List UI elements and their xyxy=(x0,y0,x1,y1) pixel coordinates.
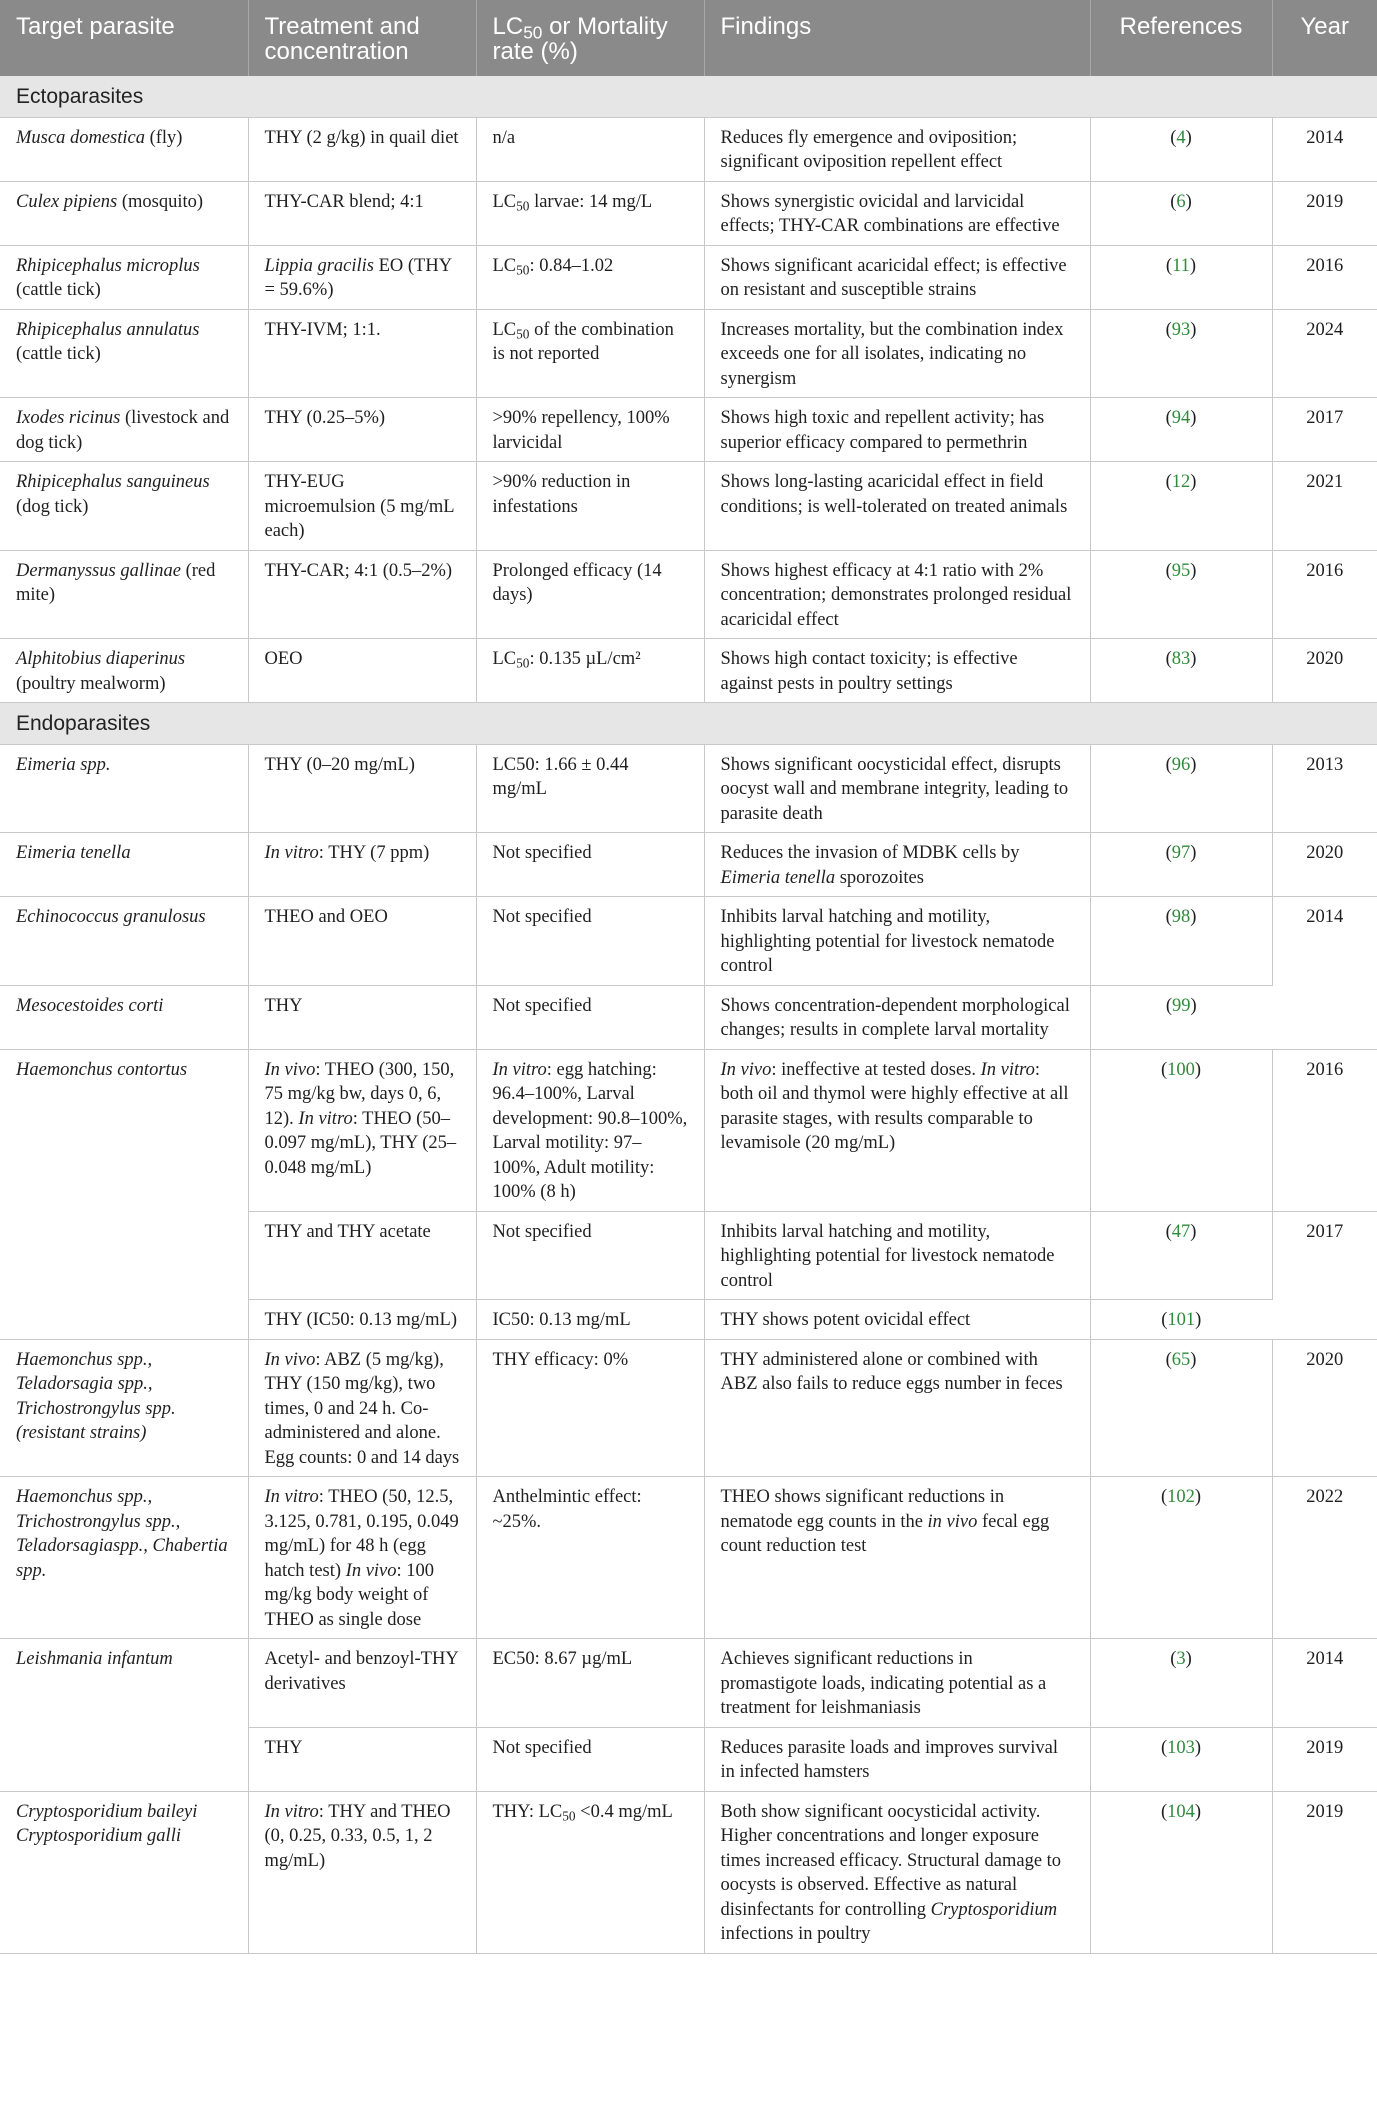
parasite-cell: Leishmania infantum xyxy=(0,1639,248,1792)
year-cell: 2019 xyxy=(1272,1727,1377,1791)
findings-cell: THY shows potent ovicidal effect xyxy=(704,1300,1090,1340)
reference-cell: (65) xyxy=(1090,1339,1272,1477)
year-cell: 2022 xyxy=(1272,1477,1377,1639)
parasite-cell: Mesocestoides corti xyxy=(0,985,248,1049)
lc50-cell: >90% repellency, 100% larvicidal xyxy=(476,398,704,462)
year-cell: 2016 xyxy=(1272,245,1377,309)
treatment-cell: In vitro: THEO (50, 12.5, 3.125, 0.781, 0.195, 0.049 mg/mL) for 48 h (egg hatch test) In vivo: 100 mg/kg body weight of THEO as single dose xyxy=(248,1477,476,1639)
treatment-cell: THY (2 g/kg) in quail diet xyxy=(248,117,476,181)
findings-cell: Reduces fly emergence and oviposition; significant oviposition repellent effect xyxy=(704,117,1090,181)
table-row xyxy=(0,1477,1377,1639)
reference-link[interactable]: 93 xyxy=(1171,319,1191,340)
reference-cell: (95) xyxy=(1090,550,1272,639)
reference-cell: (98) xyxy=(1090,897,1272,986)
year-cell: 2013 xyxy=(1272,744,1377,833)
parasite-cell: Culex pipiens (mosquito) xyxy=(0,181,248,245)
table-row xyxy=(0,245,1377,309)
parasite-cell: Haemonchus spp., Trichostrongylus spp., Teladorsagiaspp., Chabertia spp. xyxy=(0,1477,248,1639)
year-cell: 2016 xyxy=(1272,550,1377,639)
table-row xyxy=(0,398,1377,462)
findings-cell: Achieves significant reductions in promastigote loads, indicating potential as a treatment for leishmaniasis xyxy=(704,1639,1090,1728)
reference-link[interactable]: 97 xyxy=(1171,843,1191,863)
findings-cell: Shows long-lasting acaricidal effect in field conditions; is well-tolerated on treated animals xyxy=(704,462,1090,551)
reference-link[interactable]: 94 xyxy=(1171,408,1191,428)
lc50-cell: THY: $LC_{50} <0.4$ mg/mL xyxy=(476,1791,704,1953)
year-cell: 2020 xyxy=(1272,1339,1377,1477)
reference-cell: (104) xyxy=(1090,1791,1272,1953)
treatment-cell: In vitro: THY (7 ppm) xyxy=(248,833,476,897)
findings-cell: Shows highest efficacy at 4:1 ratio with 2% concentration; demonstrates prolonged residual acaricidal effect xyxy=(704,550,1090,639)
parasite-cell: Dermanyssus gallinae (red mite) xyxy=(0,550,248,639)
header-references: References xyxy=(1090,0,1272,76)
year-cell: 2017 xyxy=(1272,398,1377,462)
reference-link[interactable]: 65 xyxy=(1171,1349,1191,1370)
reference-cell: (102) xyxy=(1090,1477,1272,1639)
reference-cell: (99) xyxy=(1090,985,1272,1049)
reference-link[interactable]: 99 xyxy=(1172,995,1191,1016)
reference-link[interactable]: 47 xyxy=(1171,1221,1191,1242)
lc50-cell: IC50: 0.13 mg/mL xyxy=(476,1300,704,1340)
parasite-cell: Rhipicephalus sanguineus (dog tick) xyxy=(0,462,248,551)
lc50-cell: Not specified xyxy=(476,897,704,986)
year-cell: 2020 xyxy=(1272,833,1377,897)
header-year: Year xyxy=(1272,0,1377,76)
findings-cell: Increases mortality, but the combination index exceeds one for all isolates, indicating no synergism xyxy=(704,309,1090,398)
year-cell: 2021 xyxy=(1272,462,1377,551)
lc50-cell: Not specified xyxy=(476,985,704,1049)
table-row xyxy=(0,181,1377,245)
parasite-cell: Rhipicephalus annulatus (cattle tick) xyxy=(0,309,248,398)
reference-cell: (94) xyxy=(1090,398,1272,462)
lc50-cell: Prolonged efficacy (14 days) xyxy=(476,550,704,639)
reference-link[interactable]: 98 xyxy=(1171,907,1191,927)
reference-link[interactable]: 83 xyxy=(1171,649,1191,669)
year-cell: 2020 xyxy=(1272,639,1377,703)
lc50-cell: Not specified xyxy=(476,833,704,897)
findings-cell: Shows high toxic and repellent activity; has superior efficacy compared to permethrin xyxy=(704,398,1090,462)
year-cell: 2014 xyxy=(1272,1639,1377,1728)
parasite-cell: Haemonchus spp., Teladorsagia spp., Trichostrongylus spp. (resistant strains) xyxy=(0,1339,248,1477)
reference-cell: (4) xyxy=(1090,117,1272,181)
treatment-cell: THY xyxy=(248,1727,476,1791)
table-row xyxy=(0,833,1377,897)
findings-cell: Shows significant oocysticidal effect, disrupts oocyst wall and membrane integrity, leading to parasite death xyxy=(704,744,1090,833)
header-treatment: Treatment and concentration xyxy=(248,0,476,76)
reference-link[interactable]: 101 xyxy=(1167,1310,1196,1330)
lc50-cell: LC50: 1.66 ± 0.44 mg/mL xyxy=(476,744,704,833)
table-row xyxy=(0,550,1377,639)
year-cell: 2014 xyxy=(1272,117,1377,181)
section-row xyxy=(0,76,1377,117)
lc50-cell: $LC_{50}$ of the combination is not reported xyxy=(476,309,704,398)
treatment-cell: THY (0–20 mg/mL) xyxy=(248,744,476,833)
reference-link[interactable]: 96 xyxy=(1171,754,1191,775)
section-row xyxy=(0,703,1377,745)
parasite-cell: Haemonchus contortus xyxy=(0,1049,248,1339)
findings-cell: Shows concentration-dependent morphological changes; results in complete larval mortality xyxy=(704,985,1090,1049)
table-row xyxy=(0,897,1377,986)
treatment-cell: THEO and OEO xyxy=(248,897,476,986)
reference-cell: (103) xyxy=(1090,1727,1272,1791)
reference-cell: (3) xyxy=(1090,1639,1272,1728)
table-row xyxy=(0,985,1377,1049)
treatment-cell: THY-CAR; 4:1 (0.5–2%) xyxy=(248,550,476,639)
reference-cell: (12) xyxy=(1090,462,1272,551)
lc50-cell: Anthelmintic effect: ~25%. xyxy=(476,1477,704,1639)
reference-link[interactable]: 104 xyxy=(1167,1801,1195,1822)
reference-link[interactable]: 100 xyxy=(1167,1059,1195,1080)
parasite-cell: Eimeria tenella xyxy=(0,833,248,897)
treatment-cell: THY xyxy=(248,985,476,1049)
findings-cell: Inhibits larval hatching and motility, highlighting potential for livestock nematode control xyxy=(704,1211,1090,1300)
reference-link[interactable]: 11 xyxy=(1172,255,1190,276)
reference-link[interactable]: 3 xyxy=(1176,1649,1186,1669)
treatment-cell: In vivo: ABZ (5 mg/kg), THY (150 mg/kg), two times, 0 and 24 h. Co-administered and alone. Egg counts: 0 and 14 days xyxy=(248,1339,476,1477)
reference-link[interactable]: 4 xyxy=(1176,127,1186,148)
lc50-cell: $LC_{50}$ larvae: 14 mg/L xyxy=(476,181,704,245)
lc50-cell: Not specified xyxy=(476,1211,704,1300)
reference-cell: (11) xyxy=(1090,245,1272,309)
table-row xyxy=(0,1049,1377,1211)
treatment-cell: THY (IC50: 0.13 mg/mL) xyxy=(248,1300,476,1340)
findings-cell: Shows synergistic ovicidal and larvicidal effects; THY-CAR combinations are effective xyxy=(704,181,1090,245)
parasite-cell: Ixodes ricinus (livestock and dog tick) xyxy=(0,398,248,462)
treatment-cell: THY-CAR blend; 4:1 xyxy=(248,181,476,245)
table-row xyxy=(0,639,1377,703)
reference-cell: (96) xyxy=(1090,744,1272,833)
parasite-cell: Musca domestica (fly) xyxy=(0,117,248,181)
reference-link[interactable]: 102 xyxy=(1167,1487,1195,1507)
year-cell: 2019 xyxy=(1272,181,1377,245)
year-cell: 2014 xyxy=(1272,897,1377,1050)
reference-cell: (83) xyxy=(1090,639,1272,703)
year-cell: 2024 xyxy=(1272,309,1377,398)
header-findings: Findings xyxy=(704,0,1090,76)
findings-cell: Both show significant oocysticidal activity. Higher concentrations and longer exposure times increased efficacy. Structural damage to oocysts is observed. Effective as natural disinfectants for controlling Cryptosporidium infections in poultry xyxy=(704,1791,1090,1953)
treatment-cell: THY (0.25–5%) xyxy=(248,398,476,462)
treatment-cell: Lippia gracilis EO (THY = 59.6%) xyxy=(248,245,476,309)
reference-cell: (6) xyxy=(1090,181,1272,245)
table-row xyxy=(0,1339,1377,1477)
reference-cell: (97) xyxy=(1090,833,1272,897)
parasite-cell: Alphitobius diaperinus (poultry mealworm) xyxy=(0,639,248,703)
reference-link[interactable]: 103 xyxy=(1167,1737,1195,1758)
findings-cell: THY administered alone or combined with ABZ also fails to reduce eggs number in feces xyxy=(704,1339,1090,1477)
table-row xyxy=(0,309,1377,398)
lc50-cell: $LC_{50}$: 0.135 µL/cm² xyxy=(476,639,704,703)
reference-link[interactable]: 6 xyxy=(1176,191,1186,212)
parasite-cell: Rhipicephalus microplus (cattle tick) xyxy=(0,245,248,309)
header-target-parasite: Target parasite xyxy=(0,0,248,76)
year-cell: 2019 xyxy=(1272,1791,1377,1953)
lc50-cell: $LC_{50}$: 0.84–1.02 xyxy=(476,245,704,309)
reference-cell: (93) xyxy=(1090,309,1272,398)
reference-link[interactable]: 95 xyxy=(1171,560,1191,581)
findings-cell: Reduces parasite loads and improves survival in infected hamsters xyxy=(704,1727,1090,1791)
lc50-cell: EC50: 8.67 µg/mL xyxy=(476,1639,704,1728)
table-row xyxy=(0,1791,1377,1953)
treatment-cell: In vivo: THEO (300, 150, 75 mg/kg bw, days 0, 6, 12). In vitro: THEO (50–0.097 mg/mL), THY (25–0.048 mg/mL) xyxy=(248,1049,476,1211)
findings-cell: Reduces the invasion of MDBK cells by Eimeria tenella sporozoites xyxy=(704,833,1090,897)
header-row xyxy=(0,0,1377,76)
section-ectoparasites: Ectoparasites xyxy=(0,76,1377,117)
lc50-cell: n/a xyxy=(476,117,704,181)
table-row xyxy=(0,117,1377,181)
section-endoparasites: Endoparasites xyxy=(0,703,1377,745)
table-row xyxy=(0,1639,1377,1728)
treatment-cell: THY and THY acetate xyxy=(248,1211,476,1300)
treatment-cell: In vitro: THY and THEO (0, 0.25, 0.33, 0.5, 1, 2 mg/mL) xyxy=(248,1791,476,1953)
treatment-cell: OEO xyxy=(248,639,476,703)
findings-cell: Shows high contact toxicity; is effective against pests in poultry settings xyxy=(704,639,1090,703)
findings-cell: In vivo: ineffective at tested doses. In vitro: both oil and thymol were highly effective at all parasite stages, with results comparable to levamisole (20 mg/mL) xyxy=(704,1049,1090,1211)
parasite-cell: Eimeria spp. xyxy=(0,744,248,833)
reference-cell: (100) xyxy=(1090,1049,1272,1211)
findings-cell: THEO shows significant reductions in nematode egg counts in the in vivo fecal egg count reduction test xyxy=(704,1477,1090,1639)
table-row xyxy=(0,744,1377,833)
reference-cell: (47) xyxy=(1090,1211,1272,1300)
lc50-cell: Not specified xyxy=(476,1727,704,1791)
treatment-cell: THY-EUG microemulsion (5 mg/mL each) xyxy=(248,462,476,551)
lc50-cell: THY efficacy: 0% xyxy=(476,1339,704,1477)
parasite-cell: Echinococcus granulosus xyxy=(0,897,248,986)
reference-link[interactable]: 12 xyxy=(1171,472,1191,492)
year-cell: 2017 xyxy=(1272,1211,1377,1339)
treatment-cell: THY-IVM; 1:1. xyxy=(248,309,476,398)
lc50-cell: In vitro: egg hatching: 96.4–100%, Larval development: 90.8–100%, Larval motility: 97–100%, Adult motility: 100% (8 h) xyxy=(476,1049,704,1211)
parasite-cell: Cryptosporidium baileyi Cryptosporidium galli xyxy=(0,1791,248,1953)
reference-cell: (101) xyxy=(1090,1300,1272,1340)
findings-cell: Shows significant acaricidal effect; is effective on resistant and susceptible strains xyxy=(704,245,1090,309)
header-lc50: $LC_{50}$ or Mortality rate (%) xyxy=(476,0,704,76)
lc50-cell: >90% reduction in infestations xyxy=(476,462,704,551)
treatment-cell: Acetyl- and benzoyl-THY derivatives xyxy=(248,1639,476,1728)
table-row xyxy=(0,462,1377,551)
findings-cell: Inhibits larval hatching and motility, highlighting potential for livestock nematode control xyxy=(704,897,1090,986)
year-cell: 2016 xyxy=(1272,1049,1377,1211)
